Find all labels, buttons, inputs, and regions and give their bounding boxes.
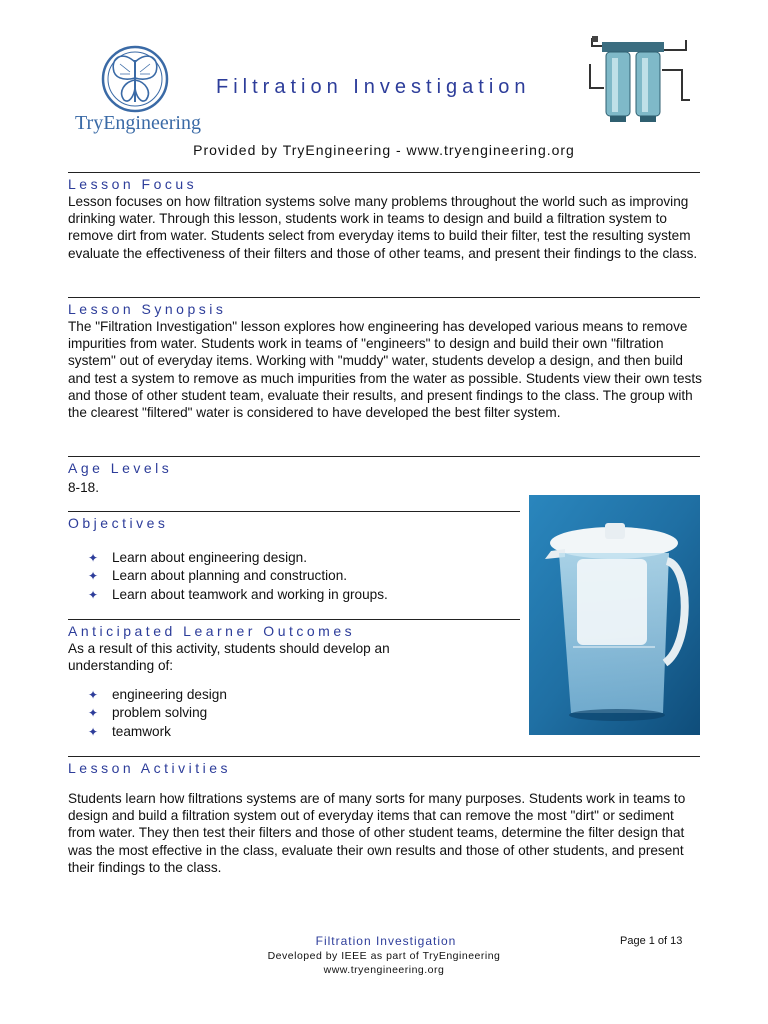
provided-by: Provided by TryEngineering - www.tryengineering.org [193, 142, 575, 158]
age-levels-text: 8-18. [68, 480, 99, 495]
age-levels-heading: Age Levels [68, 460, 173, 476]
list-item: ✦ engineering design [88, 686, 227, 704]
list-item: ✦ Learn about planning and construction. [88, 567, 388, 585]
list-item: ✦ Learn about engineering design. [88, 549, 388, 567]
section-divider [68, 619, 520, 620]
document-title: Filtration Investigation [216, 76, 531, 98]
page-number: Page 1 of 13 [620, 935, 683, 947]
four-point-star-icon: ✦ [88, 724, 99, 739]
section-divider [68, 172, 700, 173]
footer-title: Filtration Investigation [315, 934, 457, 948]
section-divider [68, 756, 700, 757]
lesson-focus-text: Lesson focuses on how filtration systems solve many problems throughout the world such as improving drinking water. Through this lesson, students work in teams to design and build a filtration system to remove dirt from water. Students select from everyday items to build their filter, test the resulting system evaluate the effectiveness of their filters and those of other teams, and present their findings to the class. [68, 194, 698, 261]
list-item: ✦ problem solving [88, 704, 227, 722]
outcomes-heading: Anticipated Learner Outcomes [68, 623, 356, 639]
water-filter-icon [586, 30, 694, 124]
four-point-star-icon: ✦ [88, 587, 99, 602]
list-item: ✦ teamwork [88, 723, 227, 741]
lesson-activities-text: Students learn how filtrations systems are of many sorts for many purposes. Students work in teams to design and build a filtration system out of everyday items that can remove the most "dirt" or sediment from water. They then test their filters and those of other student teams, determine the filter design that was the most effective in the class, evaluate their own results and those of other students, and present their findings to the class. [68, 791, 686, 875]
four-point-star-icon: ✦ [88, 569, 99, 584]
four-point-star-icon: ✦ [88, 551, 99, 565]
section-divider [68, 456, 700, 457]
lesson-synopsis-text: The "Filtration Investigation" lesson explores how engineering has developed various means to remove impurities from water. Students work in teams of "engineers" to design and build their own "filtration system" out of everyday items. Working with "muddy" water, students develop a design, and then build and test a system to remove as much impurities from the water as possible. Students view their own tests and those of other student team, evaluate their results, and present findings to the class. The group with the clearest "filtered" water is considered to have developed the best filter system. [68, 319, 702, 421]
outcomes-list [88, 686, 227, 741]
tryengineering-logo [68, 40, 208, 140]
footer-url: www.tryengineering.org [323, 964, 445, 976]
butterfly-icon [100, 44, 170, 114]
four-point-star-icon: ✦ [88, 688, 99, 702]
four-point-star-icon: ✦ [88, 706, 99, 721]
lesson-activities-heading: Lesson Activities [68, 760, 231, 776]
logo-text: TryEngineering [75, 112, 201, 134]
objectives-heading: Objectives [68, 515, 169, 531]
footer-developed-by: Developed by IEEE as part of TryEngineering [267, 950, 501, 962]
section-divider [68, 511, 520, 512]
list-item: ✦ Learn about teamwork and working in groups. [88, 586, 388, 604]
water-pitcher-photo [529, 495, 700, 735]
lesson-focus-heading: Lesson Focus [68, 176, 198, 192]
section-divider [68, 297, 700, 298]
objectives-list [88, 549, 388, 604]
lesson-synopsis-heading: Lesson Synopsis [68, 301, 227, 317]
outcomes-intro: As a result of this activity, students should develop an understanding of: [68, 641, 390, 674]
